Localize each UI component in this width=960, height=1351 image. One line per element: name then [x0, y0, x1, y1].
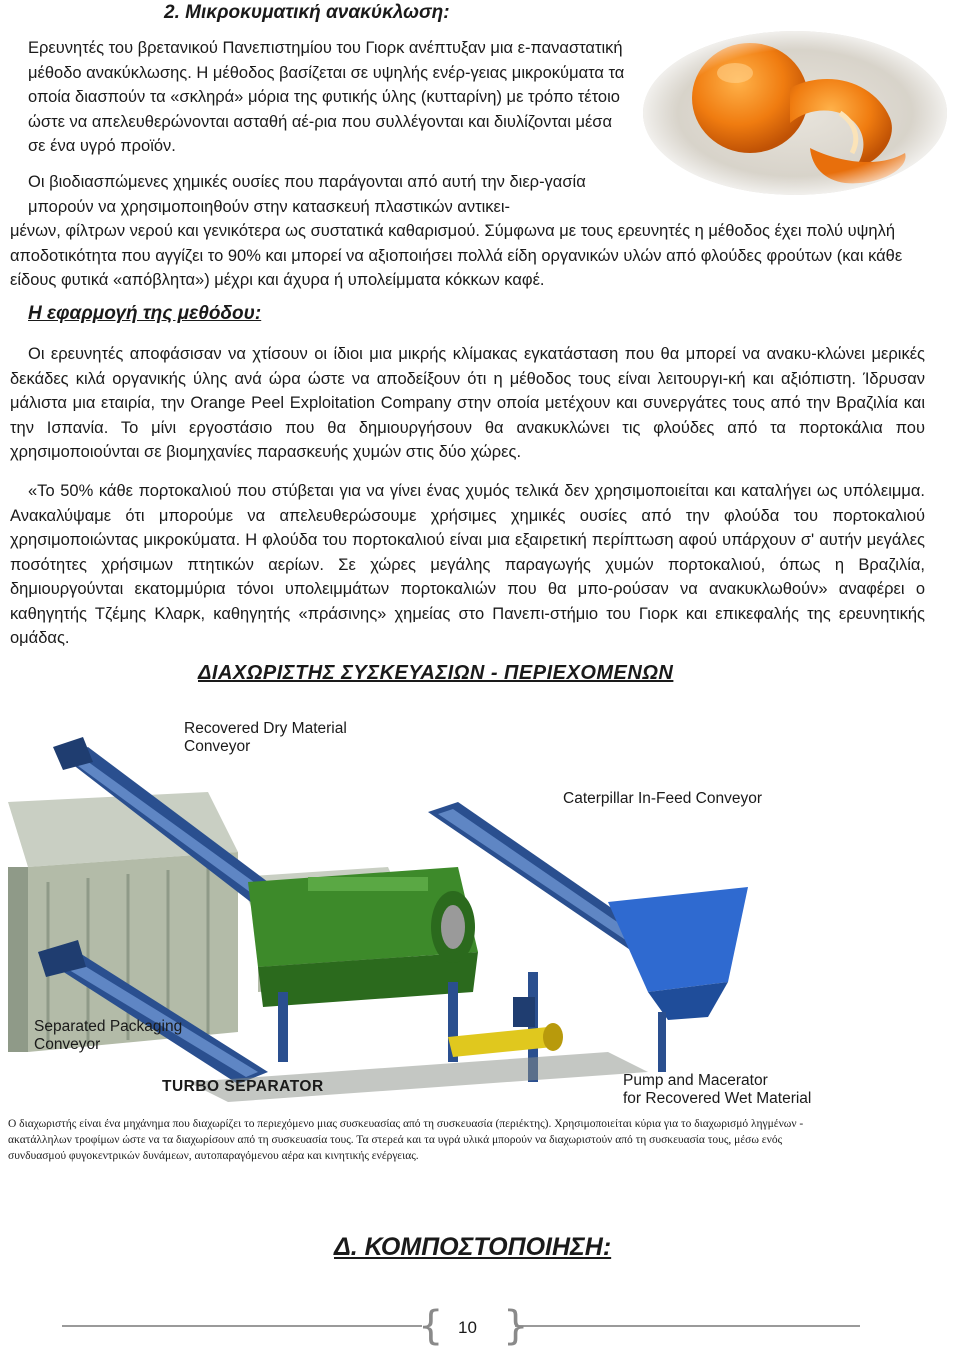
label-caterpillar-conveyor: Caterpillar In-Feed Conveyor: [563, 790, 763, 807]
separator-figure: [8, 652, 838, 1162]
figure-title: ΔΙΑΧΩΡΙΣΤΗΣ ΣΥΣΚΕΥΑΣΙΩΝ - ΠΕΡΙΕΧΟΜΕΝΩΝ: [198, 662, 674, 684]
figure-caption: Ο διαχωριστής είναι ένα μηχάνημα που διαχωρίζει το περιεχόμενο μιας συσκευασίας από τη συσκευασία (περιέκτης). Χρησιμοποιείται κύρια για το διαχωρισμό ληγμένων - ακατάλληλων τροφίμων ώστε να τα διαχωρίσουν από τη συσκευασία τους. Τα στερεά και τα υγρά υλικά μπορούν να διαχωριστούν από τη συσκευασία τους, μέσω ενός συνδυασμού φυγοκεντρικών δυνάμεων, αυτοπαραγόμενου αέρα και κινητικής ενέργειας.: [8, 1118, 804, 1162]
subheading-application: Η εφαρμογή της μεθόδου:: [28, 303, 262, 324]
right-brace-icon: }: [503, 1303, 529, 1349]
label-pump-macerator: Pump and Macerator for Recovered Wet Material: [623, 1072, 812, 1107]
section-title: 2. Μικροκυματική ανακύκλωση:: [164, 2, 450, 23]
heading-composting: Δ. ΚΟΜΠΟΣΤΟΠΟΙΗΣΗ:: [334, 1233, 612, 1261]
paragraph-intro: Ερευνητές του βρετανικού Πανεπιστημίου του Γιορκ ανέπτυξαν μια ε-παναστατική μέθοδο ανακύκλωσης. Η μέθοδος βασίζεται σε υψηλής ενέρ-γειας μικροκύματα τα οποία διασπούν τα «σκληρά» μόρια της φυτικής ύλης (κυτταρίνη) με τρόπο τέτοιο ώστε να απελευθερώνονται ασταθή αέ-ρια που συλλέγονται και διυλίζονται μέσα σε ένα υγρό προϊόν.: [28, 39, 625, 155]
footer-rule-left: [62, 1325, 422, 1327]
orange-peel-image: [640, 28, 950, 198]
paragraph-biodegradable-start: Οι βιοδιασπώμενες χημικές ουσίες που παράγονται από αυτή την διερ-γασία μπορούν να χρησιμοποιηθούν στην κατασκευή πλαστικών αντικει-: [28, 173, 586, 216]
footer-rule-right: [515, 1325, 860, 1327]
page-number: 10: [458, 1318, 477, 1337]
label-packaging-conveyor: Separated Packaging Conveyor: [34, 1018, 183, 1053]
paragraph-biodegradable-cont: μένων, φίλτρων νερού και γενικότερα ως συστατικά καθαρισμού. Σύμφωνα με τους ερευνητές η μέθοδος έχει πολύ υψηλή αποδοτικότητα που αγγίζει το 90% και μπορεί να αξιοποιήσει πολλά είδη οργανικών υλών από φλούδες φρούτων (και κάθε είδους φυτικά «απόβλητα») μέχρι και άχυρα ή υπολείμματα κόκκων καφέ.: [10, 222, 903, 289]
paragraph-quote: «Το 50% κάθε πορτοκαλιού που στύβεται για να γίνει ένας χυμός τελικά δεν χρησιμοποιείται και καταλήγει ως υπόλειμμα. Ανακαλύψαμε ότι μπορούμε να απελευθερώσουμε χρήσιμες χημικές ουσίες από την φλούδα του πορτοκαλιού χρησιμοποιώντας μικροκύματα. Η φλούδα του πορτοκαλιού είναι μια εξαιρετική περίπτωση αφού υπάρχουν σ' αυτήν μεγάλες ποσότητες χρήσιμων πτητικών αερίων. Σε χώρες μεγάλης παραγωγής χυμών πορτοκαλιού, όπως η Βραζιλία, δημιουργούνται εκατομμύρια τόνοι υπολειμμάτων πορτοκαλιών που θα μπο-ρούσαν να ανακυκλωθούν» αναφέρει ο καθηγητής Τζέμης Κλαρκ, καθηγητής «πράσινης» χημείας στο Πανεπι-στήμιο του Γιορκ και επικεφαλής της ερευνητικής ομάδας.: [10, 482, 925, 647]
label-dry-conveyor: Recovered Dry Material Conveyor: [184, 720, 347, 755]
label-turbo-separator: TURBO SEPARATOR: [162, 1078, 324, 1095]
left-brace-icon: {: [418, 1303, 444, 1349]
paragraph-application: Οι ερευνητές αποφάσισαν να χτίσουν οι ίδιοι μια μικρής κλίμακας εγκατάσταση που θα μπορεί να ανακυ-κλώνει μερικές δεκάδες κιλά οργανικής ύλης ανά ώρα ώστε να αποδείξουν ότι η μέθοδος τους είναι λειτουργι-κή και αξιόπιστη. Ίδρυσαν μάλιστα μια εταιρία, την Orange Peel Exploitation Company στην οποία μετέχουν και συνεργάτες τους από την Βραζιλία και την Ισπανία. Το μίνι εργοστάσιο που θα δημιουργήσουν θα ανακυκλώνει τις φλούδες από τα πορτοκάλια που χρησιμοποιούνται σε βιομηχανίες παρασκευής χυμών στις δύο χώρες.: [10, 345, 925, 461]
